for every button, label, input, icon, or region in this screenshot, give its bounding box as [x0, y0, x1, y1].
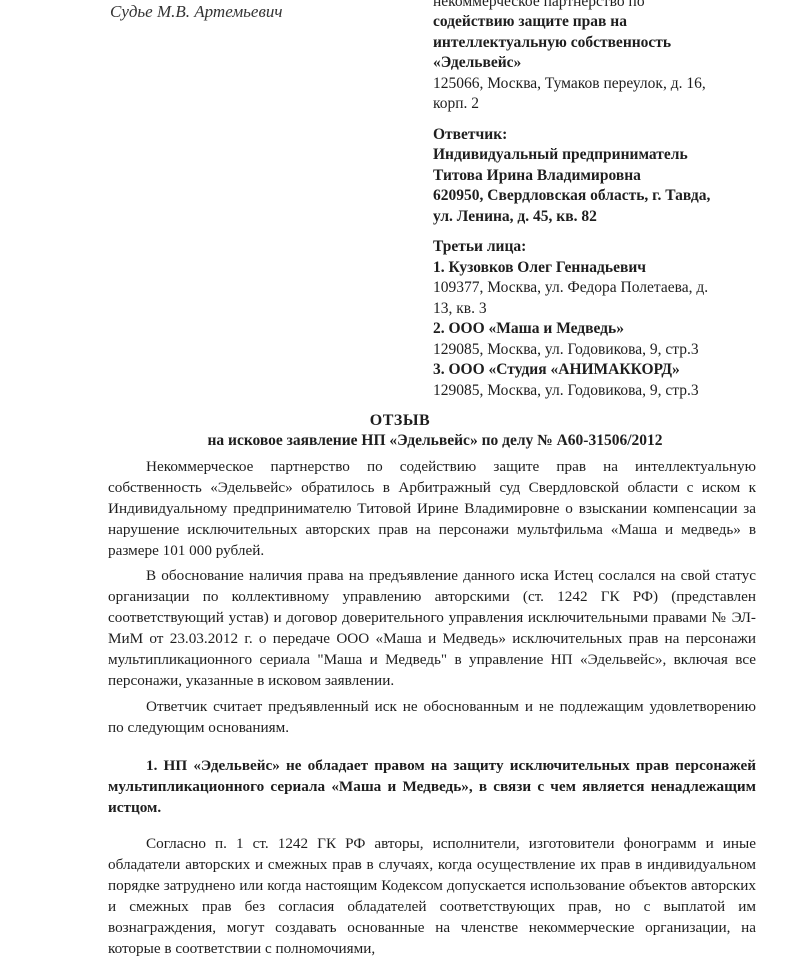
third-parties-label: Третьи лица:: [433, 238, 527, 255]
case-header: [433, 0, 753, 401]
judge-name: Судье М.В. Артемьевич: [110, 2, 283, 21]
plaintiff-name-line: содействию защите прав на: [433, 13, 627, 30]
defendant-label: Ответчик:: [433, 125, 508, 143]
plaintiff-address-line: корп. 2: [433, 95, 480, 112]
plaintiff-name-line: «Эдельвейс»: [433, 54, 522, 71]
plaintiff-name-line: интеллектуальную собственность: [433, 33, 672, 51]
defendant-line: Титова Ирина Владимировна: [433, 166, 641, 184]
document-body: [108, 456, 756, 964]
paragraph: В обоснование наличия права на предъявление данного иска Истец сослался на свой статус организации по коллективному управлению авторскими (ст. 1242 ГК РФ) (представлен соответствующий устав) и договор доверительного управления исключительными правами № ЭЛ-МиМ от 23.03.2012 г. о передаче ООО «Маша и Медведь» исключительных прав на персонажи мультипликационного сериала "Маша и Медведь" в управление НП «Эдельвейс», включая все персонажи, указанные в исковом заявлении.: [108, 567, 756, 689]
paragraph: Ответчик считает предъявленный иск не обоснованным и не подлежащим удовлетворению по следующим основаниям.: [108, 698, 756, 736]
defendant-line: 620950, Свердловская область, г. Тавда,: [433, 187, 711, 204]
defendant-line: Индивидуальный предприниматель: [433, 146, 688, 163]
third-party-2-address: 129085, Москва, ул. Годовикова, 9, стр.3: [433, 340, 699, 358]
defendant-line: ул. Ленина, д. 45, кв. 82: [433, 207, 597, 225]
cut-line: некоммерческое партнерство по: [433, 0, 645, 10]
third-party-3-address: 129085, Москва, ул. Годовикова, 9, стр.3: [433, 381, 699, 399]
third-party-2-name: 2. ООО «Маша и Медведь»: [433, 320, 624, 337]
paragraph: Некоммерческое партнерство по содействию защите прав на интеллектуальную собственность «Эдельвейс» обратилось в Арбитражный суд Свердловской области с иском к Индивидуальному предпринимателю Титовой Ирине Владимировне о взыскании компенсации за нарушение исключительных авторских прав на персонажи мультфильма «Маша и медведь» в размере 101 000 рублей.: [108, 458, 756, 559]
paragraph: Согласно п. 1 ст. 1242 ГК РФ авторы, исполнители, изготовители фонограмм и иные обладатели авторских и смежных прав в случаях, когда осуществление их прав в индивидуальном порядке затруднено или когда настоящим Кодексом допускается использование объектов авторских и смежных прав без согласия обладателей соответствующих прав, но с выплатой им вознаграждения, могут создавать основанные на членстве некоммерческие организации, на которые в соответствии с полномочиями,: [108, 835, 756, 957]
section-heading: 1. НП «Эдельвейс» не обладает правом на защиту исключительных прав персонажей мультипликационного сериала «Маша и Медведь», в связи с чем является ненадлежащим истцом.: [108, 757, 756, 816]
third-party-3-name: 3. ООО «Студия «АНИМАККОРД»: [433, 361, 680, 378]
document-subtitle: на исковое заявление НП «Эдельвейс» по делу № А60-31506/2012: [207, 432, 663, 449]
plaintiff-address-line: 125066, Москва, Тумаков переулок, д. 16,: [433, 74, 706, 92]
third-party-1-address: 109377, Москва, ул. Федора Полетаева, д.: [433, 279, 709, 296]
third-party-1-address: 13, кв. 3: [433, 299, 487, 317]
document-title: ОТЗЫВ: [369, 412, 431, 429]
third-party-1-name: 1. Кузовков Олег Геннадьевич: [433, 258, 646, 276]
